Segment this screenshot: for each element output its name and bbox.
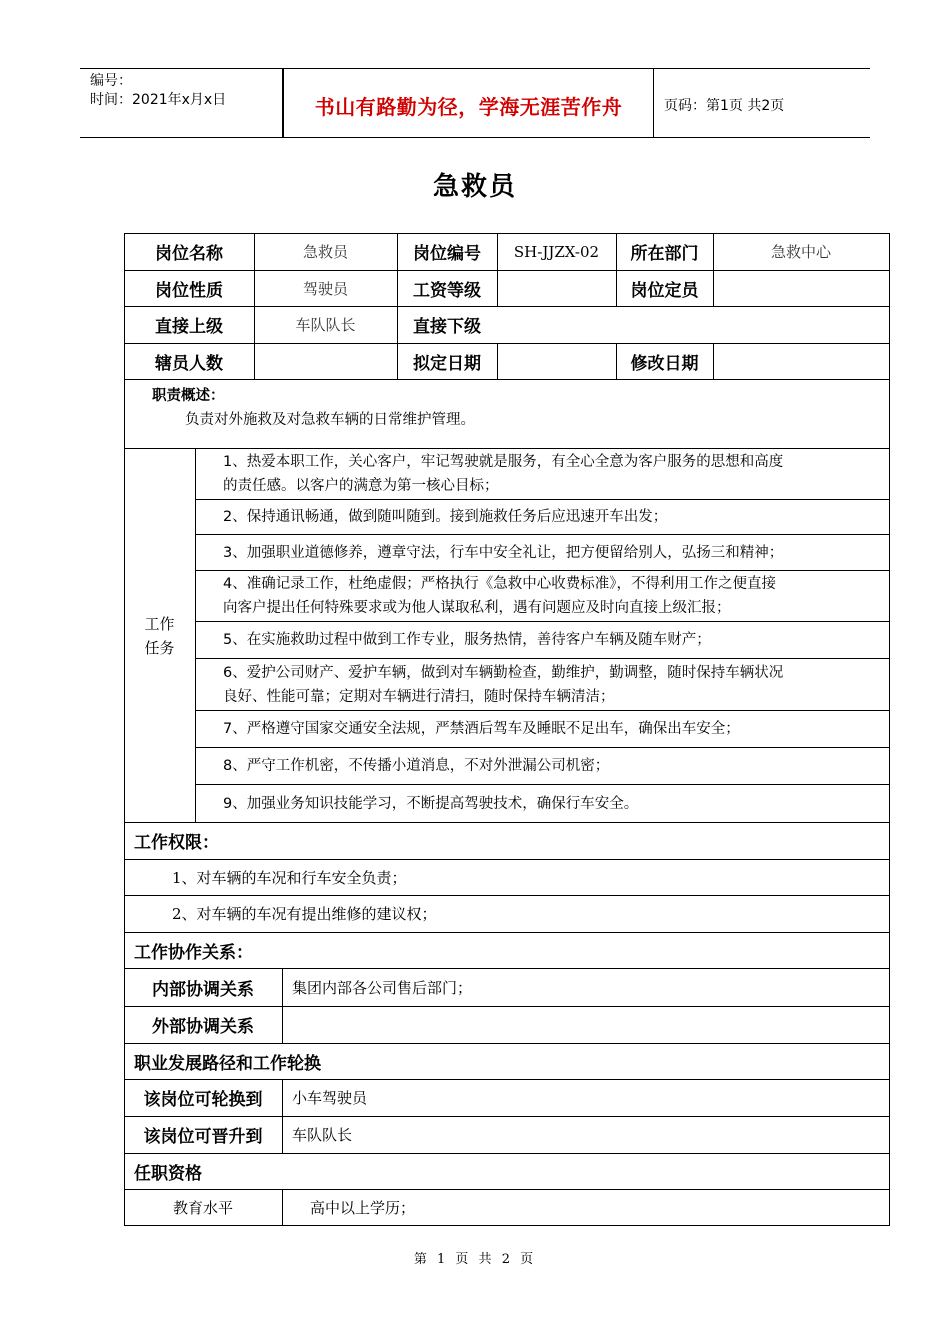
salary-label: 工资等级 (413, 280, 481, 301)
time-label: 时间：2021年x月x日 (90, 92, 227, 108)
dept-label: 所在部门 (630, 244, 699, 264)
header-motto: 书山有路勤为径，学海无涯苦作舟 (314, 95, 623, 119)
post-code-value: SH-JJZX-02 (513, 242, 600, 261)
document-title: 急救员 (432, 172, 517, 202)
task-item: 5、在实施救助过程中做到工作专业，服务热情，善待客户车辆及随车财产； (223, 632, 711, 648)
post-code-label: 岗位编号 (413, 244, 481, 264)
authority-item: 1、对车辆的车况和行车安全负责； (172, 868, 407, 887)
dept-value: 急救中心 (770, 243, 831, 261)
page-header (80, 68, 870, 138)
superior-value: 车队队长 (295, 316, 356, 334)
summary-label: 职责概述： (152, 388, 225, 404)
header-page-info: 页码：第1页 共2页 (664, 98, 785, 114)
post-name-label: 岗位名称 (155, 244, 223, 264)
subordinate-value (497, 306, 889, 343)
promote-label: 该岗位可晋升到 (143, 1127, 263, 1147)
qualification-label: 任职资格 (134, 1163, 202, 1184)
internal-coop-value: 集团内部各公司售后部门； (292, 978, 473, 997)
authority-item: 2、对车辆的车况有提出维修的建议权； (172, 905, 437, 923)
staff-value (254, 343, 397, 379)
quota-label: 岗位定员 (630, 280, 699, 301)
staff-label: 辖员人数 (155, 353, 223, 374)
draft-date-value (497, 343, 616, 379)
promote-value: 车队队长 (292, 1126, 353, 1144)
draft-date-label: 拟定日期 (413, 353, 481, 374)
post-name-value: 急救员 (302, 243, 348, 261)
subordinate-label: 直接下级 (413, 317, 481, 337)
nature-value: 驾驶员 (302, 279, 348, 298)
nature-label: 岗位性质 (155, 280, 223, 301)
cooperation-label: 工作协作关系： (134, 942, 253, 963)
modify-date-label: 修改日期 (630, 353, 699, 374)
education-label: 教育水平 (172, 1198, 233, 1217)
rotate-value: 小车驾驶员 (292, 1089, 368, 1107)
summary-text: 负责对外施救及对急救车辆的日常维护管理。 (185, 412, 475, 428)
task-item: 6、爱护公司财产、爱护车辆，做到对车辆勤检查，勤维护，勤调整，随时保持车辆状况 良好、性能可靠；定期对车辆进行清扫，随时保持车辆清洁； (223, 665, 784, 705)
code-label: 编号： (90, 73, 132, 89)
modify-date-value (713, 343, 889, 379)
page-footer: 第 1 页 共 2 页 (413, 1252, 537, 1267)
task-item: 9、加强业务知识技能学习，不断提高驾驶技术，确保行车安全。 (223, 796, 639, 812)
education-value: 高中以上学历； (310, 1198, 416, 1217)
salary-value (497, 270, 616, 306)
task-item: 3、加强职业道德修养，遵章守法，行车中安全礼让，把方便留给别人，弘扬三和精神； (223, 545, 784, 561)
header-meta (90, 72, 226, 110)
tasks-label: 工作 任务 (144, 615, 175, 657)
task-item: 8、严守工作机密，不传播小道消息，不对外泄漏公司机密； (223, 758, 610, 774)
authority-label: 工作权限： (134, 833, 219, 853)
task-item: 4、准确记录工作，杜绝虚假；严格执行《急救中心收费标准》，不得利用工作之便直接 向客户提出任何特殊要求或为他人谋取私利，遇有问题应及时向直接上级汇报； (223, 576, 776, 616)
rotate-label: 该岗位可轮换到 (143, 1090, 263, 1110)
career-label: 职业发展路径和工作轮换 (134, 1053, 321, 1074)
internal-coop-label: 内部协调关系 (152, 979, 254, 1000)
external-coop-label: 外部协调关系 (152, 1017, 254, 1037)
header-divider (653, 69, 654, 137)
task-item: 1、热爱本职工作，关心客户，牢记驾驶就是服务，有全心全意为客户服务的思想和高度 的责任感。以客户的满意为第一核心目标； (223, 454, 784, 494)
superior-label: 直接上级 (155, 317, 223, 337)
quota-value (713, 270, 889, 306)
task-item: 7、严格遵守国家交通安全法规，严禁酒后驾车及睡眠不足出车，确保出车安全； (223, 721, 740, 737)
task-item: 2、保持通讯畅通，做到随叫随到。接到施救任务后应迅速开车出发； (223, 509, 668, 525)
